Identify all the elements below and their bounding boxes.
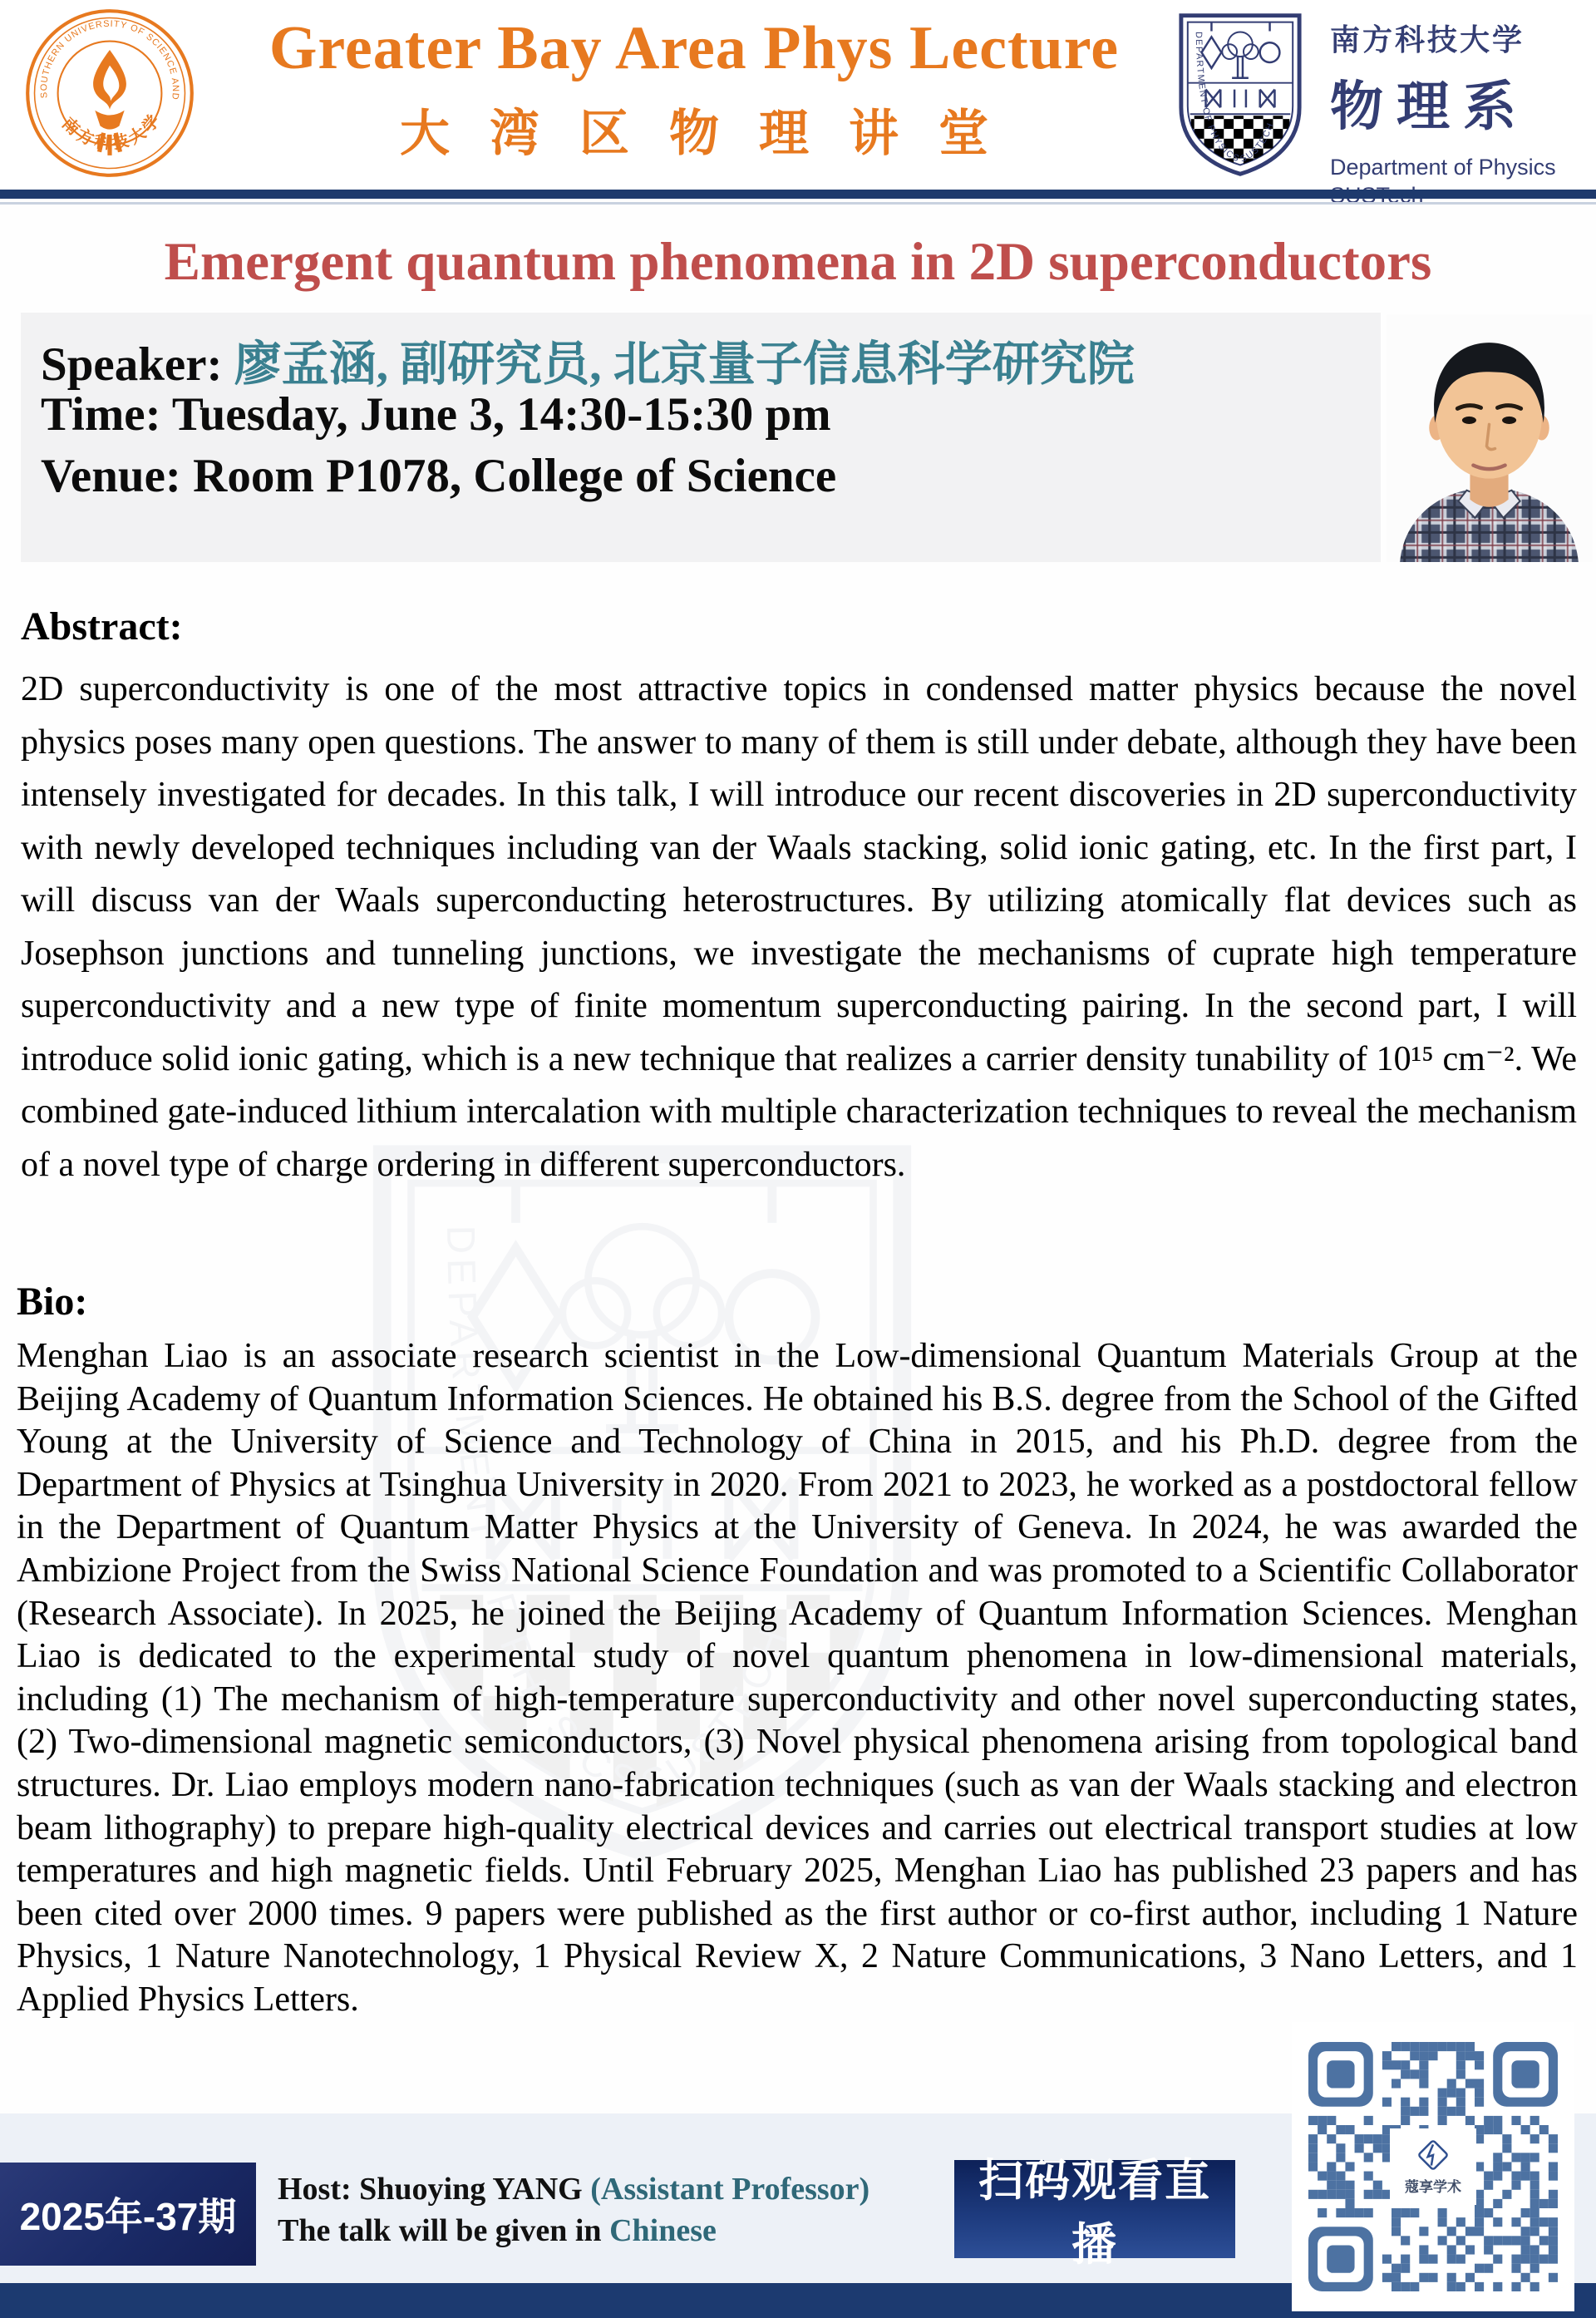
- speaker-line: [41, 326, 1135, 394]
- bio-text: Menghan Liao is an associate research scientist in the Low-dimensional Quantum Materials Group at the Beijing Academy of Quantum Information Sciences. He obtained his B.S. degree from the School of the Gifted Young at the University of Science and Technology of China in 2015, and his Ph.D. degree from the Department of Physics at Tsinghua University in 2020. From 2021 to 2023, he worked as a postdoctoral fellow in the Department of Quantum Matter Physics at the University of Geneva. In 2024, he was awarded the Ambizione Project from the Swiss National Science Foundation and was promoted to a Scientific Collaborator (Research Associate). In 2025, he joined the Beijing Academy of Quantum Information Sciences. Menghan Liao is dedicated to the experimental study of novel quantum phenomena in low-dimensional materials, including (1) The mechanism of high-temperature superconductivity and other novel superconducting states, (2) Two-dimensional magnetic semiconductors, (3) Novel physical phenomena arising from topological band structures. Dr. Liao employs modern nano-fabrication techniques (such as van der Waals stacking and electron beam lithography) to prepare high-quality electrical devices and carries out electrical transport studies at low temperatures and high magnetic fields. Until February 2025, Menghan Liao has published 23 papers and has been cited over 2000 times. 9 papers were published as the first author or co-first author, including 1 Nature Physics, 1 Nature Nanotechnology, 1 Physical Review X, 2 Nature Communications, 3 Nano Letters, and 1 Applied Physics Letters.: [17, 1337, 1578, 2019]
- host-line: [278, 2168, 869, 2210]
- series-title-zh: 大湾区物理讲堂: [400, 106, 1028, 162]
- qr-caption: 蔻享学术: [1405, 2179, 1461, 2195]
- language-line: [278, 2210, 869, 2251]
- time-line: [41, 387, 831, 441]
- talk-title: Emergent quantum phenomena in 2D superconductors: [164, 232, 1432, 292]
- livestream-qr-code[interactable]: [1292, 2022, 1574, 2311]
- speaker-photo: [1387, 314, 1593, 562]
- koushare-logo: [1390, 2128, 1476, 2205]
- venue-line: [41, 449, 836, 503]
- language-prefix: The talk will be given in: [278, 2213, 610, 2248]
- venue-label: Venue:: [41, 450, 194, 502]
- series-title-block: [166, 15, 1222, 165]
- language-value: Chinese: [609, 2213, 717, 2248]
- header-divider-light: [0, 202, 1596, 205]
- watch-live-button[interactable]: 扫码观看直播: [954, 2160, 1235, 2258]
- speaker-label: Speaker:: [41, 338, 234, 391]
- issue-badge: 2025年-37期: [0, 2163, 256, 2266]
- koushare-diamond-icon: [1416, 2138, 1451, 2173]
- time-label: Time:: [41, 388, 172, 441]
- header: [0, 0, 1596, 190]
- abstract-text: 2D superconductivity is one of the most attractive topics in condensed matter physics because the novel physics poses many open questions. The answer to many of them is still under debate, although they have been intensely investigated for decades. In this talk, I will introduce our recent discoveries in 2D superconductivity with newly developed techniques including van der Waals stacking, solid ionic gating, etc. In the first part, I will discuss van der Waals superconducting heterostructures. By utilizing atomically flat devices such as Josephson junctions and tunneling junctions, we investigate the mechanisms of cuprate high temperature superconductivity and a new type of finite momentum superconducting pairing. In the second part, I will introduce solid ionic gating, which is a new technique that realizes a carrier density tunability of 10¹⁵ cm⁻². We combined gate-induced lithium intercalation with multiple characterization techniques to reveal the mechanism of a novel type of charge ordering in different superconductors.: [21, 670, 1577, 1184]
- abstract-heading: Abstract:: [21, 604, 183, 649]
- host-label: Host: Shuoying YANG: [278, 2172, 583, 2207]
- host-title: (Assistant Professor): [582, 2172, 870, 2207]
- department-name-zh: 物理系: [1330, 77, 1530, 136]
- series-title-en: Greater Bay Area Phys Lecture: [268, 14, 1120, 82]
- speaker-value: 廖孟涵, 副研究员, 北京量子信息科学研究院: [234, 338, 1135, 391]
- header-divider: [0, 190, 1596, 199]
- department-name-en: Department of Physics: [1330, 155, 1556, 180]
- bio-heading: Bio:: [17, 1280, 88, 1324]
- time-value: Tuesday, June 3, 14:30-15:30 pm: [171, 388, 831, 441]
- talk-info-box: [21, 313, 1381, 562]
- university-name-zh: 南方科技大学: [1330, 23, 1525, 57]
- venue-value: Room P1078, College of Science: [193, 450, 837, 502]
- department-of-physics-crest-icon: [1175, 10, 1306, 180]
- department-block: [1330, 17, 1596, 210]
- host-block: [278, 2168, 869, 2251]
